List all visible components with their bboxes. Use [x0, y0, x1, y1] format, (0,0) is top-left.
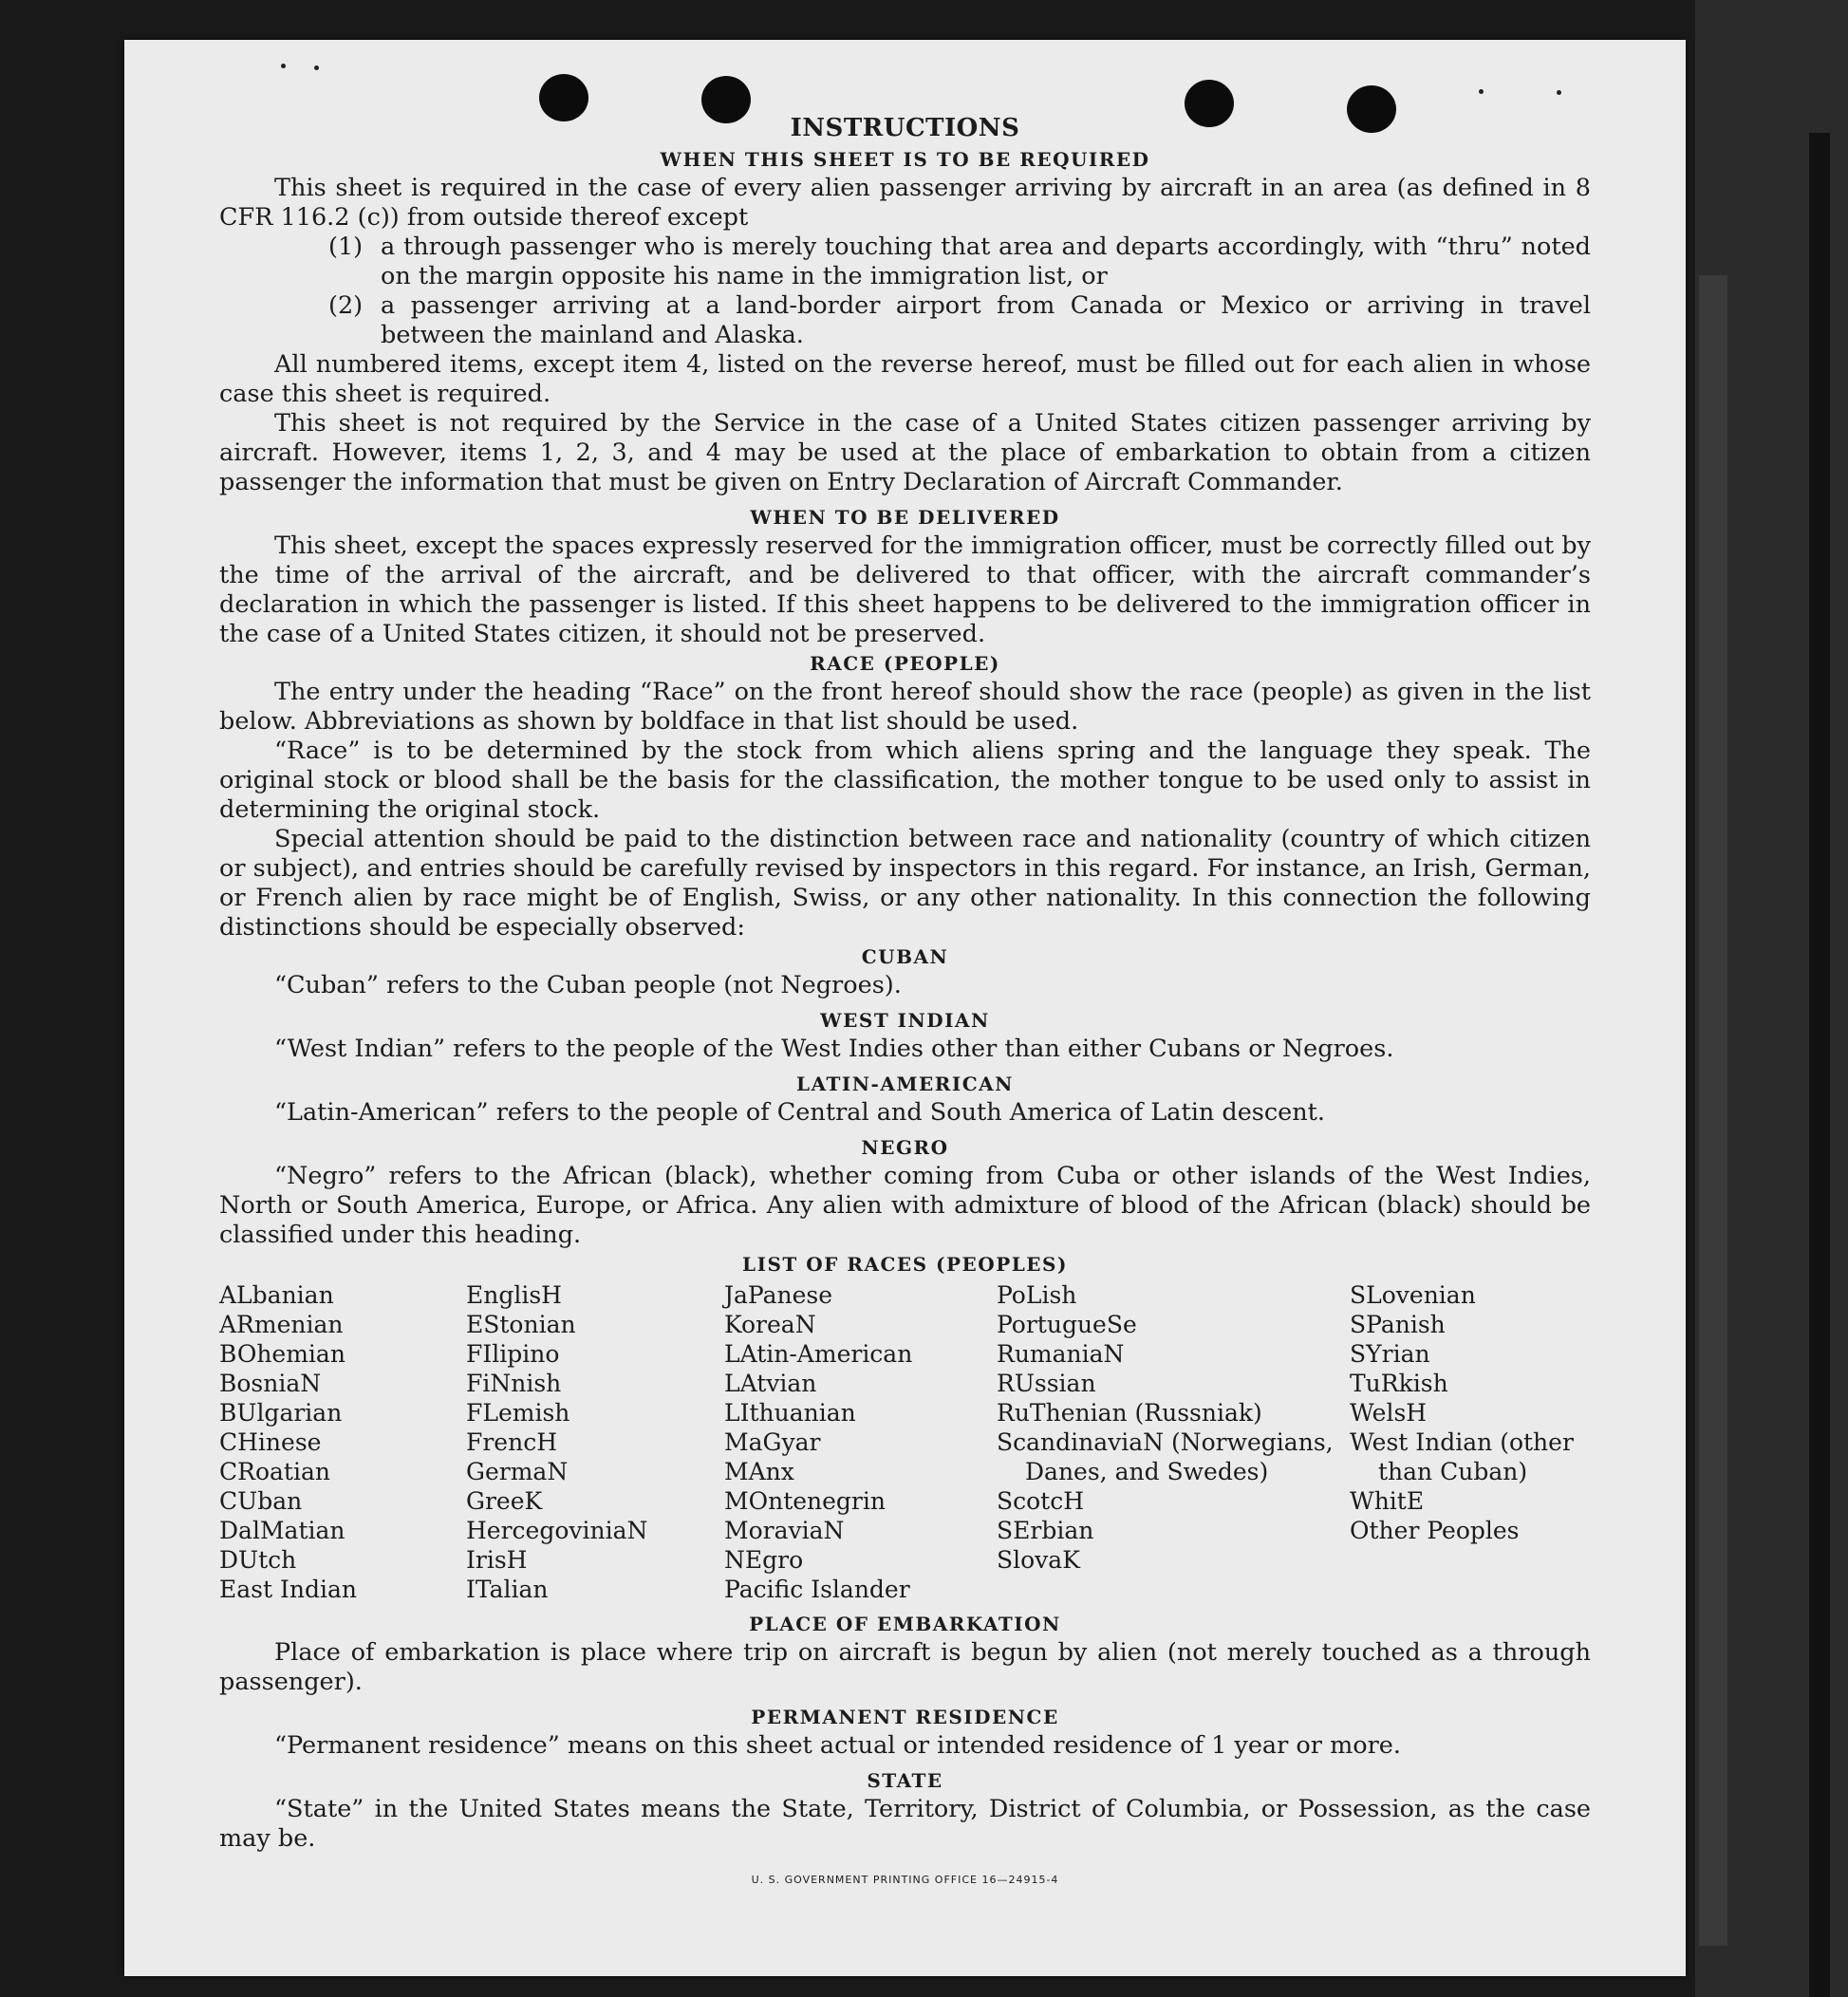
race-column [1350, 1280, 1591, 1604]
scanner-background-right [1695, 0, 1848, 1997]
scanner-light-strip [1699, 275, 1727, 1946]
race-entry: MAnx [724, 1458, 794, 1485]
state-text: “State” in the United States means the State, Territory, District of Columbia, or Possession, as the case may be. [219, 1795, 1591, 1853]
race-entry: GreeK [466, 1487, 543, 1515]
race-entry: MOntenegrin [724, 1487, 886, 1515]
race-entry: SlovaK [997, 1546, 1080, 1574]
speck-icon [314, 65, 319, 70]
race-entry: SErbian [997, 1517, 1094, 1544]
race-column [466, 1280, 724, 1604]
race-entry: GermaN [466, 1458, 569, 1485]
race-entry: BUlgarian [219, 1399, 343, 1427]
race-entry: DUtch [219, 1546, 297, 1574]
race-entry: TuRkish [1350, 1370, 1448, 1397]
when-required-para3: This sheet is not required by the Service in the case of a United States citizen passenger arriving by aircraft. However, items 1, 2, 3, and 4 may be used at the place of embarkation to obtain from a citizen passenger the information that must be given on Entry Declaration of Aircraft Commander. [219, 409, 1591, 496]
exception-list [328, 233, 1591, 350]
list-item [328, 291, 1591, 350]
heading-latin-american: LATIN-AMERICAN [796, 1073, 1014, 1095]
race-entry: CHinese [219, 1428, 322, 1456]
heading-west-indian: WEST INDIAN [820, 1009, 990, 1032]
race-entry: SYrian [1350, 1340, 1430, 1368]
document-sheet [124, 40, 1686, 1976]
race-entry: MoraviaN [724, 1517, 845, 1544]
race-entry: CRoatian [219, 1458, 330, 1485]
race-entry: West Indian (other than Cuban) [1350, 1428, 1574, 1485]
race-list [219, 1280, 1591, 1604]
heading-negro: NEGRO [861, 1136, 949, 1159]
item-number: (1) [328, 233, 364, 261]
race-para3: Special attention should be paid to the distinction between race and nationality (country of which citizen or subject), and entries should be carefully revised by inspectors in this regard. For instance, an Irish, German, or French alien by race might be of English, Swiss, or any other nationality. In this connection the following distinctions should be especially observed: [219, 825, 1591, 942]
race-column [724, 1280, 997, 1604]
race-entry: FLemish [466, 1399, 570, 1427]
race-entry: East Indian [219, 1576, 357, 1603]
residence-text: “Permanent residence” means on this sheet actual or intended residence of 1 year or more. [274, 1731, 1401, 1760]
race-entry: BOhemian [219, 1340, 345, 1368]
speck-icon [1479, 89, 1484, 94]
race-entry: ScandinaviaN (Norwegians, Danes, and Swedes) [997, 1428, 1334, 1485]
race-entry: EStonian [466, 1311, 576, 1338]
race-entry: Pacific Islander [724, 1576, 910, 1603]
race-column [219, 1280, 466, 1604]
race-entry: RumaniaN [997, 1340, 1125, 1368]
item-text: a passenger arriving at a land-border airport from Canada or Mexico or arriving in travel between the mainland and Alaska. [381, 291, 1591, 349]
race-entry: LAtin-American [724, 1340, 913, 1368]
race-entry: CUban [219, 1487, 303, 1515]
heading-when-delivered: WHEN TO BE DELIVERED [750, 506, 1060, 529]
race-entry: FrencH [466, 1428, 557, 1456]
race-entry: FIlipino [466, 1340, 560, 1368]
when-required-para2: All numbered items, except item 4, listed on the reverse hereof, must be filled out for each alien in whose case this sheet is required. [219, 350, 1591, 408]
race-para1: The entry under the heading “Race” on the front hereof should show the race (people) as given in the list below. Abbreviations as shown by boldface in that list should be used. [219, 678, 1591, 736]
heading-when-required: WHEN THIS SHEET IS TO BE REQUIRED [660, 148, 1150, 171]
heading-list-of-races: LIST OF RACES (PEOPLES) [742, 1253, 1068, 1276]
race-entry: ITalian [466, 1576, 549, 1603]
list-item [328, 233, 1591, 291]
heading-embarkation: PLACE OF EMBARKATION [749, 1613, 1061, 1635]
page-title: INSTRUCTIONS [790, 114, 1020, 142]
cuban-text: “Cuban” refers to the Cuban people (not Negroes). [274, 971, 902, 999]
race-entry: SLovenian [1350, 1281, 1476, 1309]
race-entry: EnglisH [466, 1281, 562, 1309]
race-entry: WelsH [1350, 1399, 1428, 1427]
item-number: (2) [328, 291, 364, 320]
race-entry: ALbanian [219, 1281, 334, 1309]
instructions-content [219, 111, 1591, 1894]
race-entry: ARmenian [219, 1311, 344, 1338]
race-entry: RuThenian (Russniak) [997, 1399, 1262, 1427]
latin-american-text: “Latin-American” refers to the people of Central and South America of Latin descent. [274, 1098, 1326, 1127]
west-indian-text: “West Indian” refers to the people of the West Indies other than either Cubans or Negroes. [274, 1035, 1394, 1063]
item-text: a through passenger who is merely touching that area and departs accordingly, with “thru” noted on the margin opposite his name in the immigration list, or [381, 233, 1591, 290]
race-entry: PoLish [997, 1281, 1077, 1309]
race-entry: RUssian [997, 1370, 1096, 1397]
race-entry: DalMatian [219, 1517, 345, 1544]
race-entry: ScotcH [997, 1487, 1085, 1515]
race-column [997, 1280, 1350, 1604]
heading-race: RACE (PEOPLE) [810, 652, 1000, 675]
race-entry: JaPanese [724, 1281, 833, 1309]
when-delivered-text: This sheet, except the spaces expressly reserved for the immigration officer, must be correctly filled out by the time of the arrival of the aircraft, and be delivered to that officer, with the aircraft commander’s declaration in which the passenger is listed. If this sheet happens to be delivered to the immigration officer in the case of a United States citizen, it should not be preserved. [219, 532, 1591, 648]
race-entry: FiNnish [466, 1370, 562, 1397]
speck-icon [281, 64, 286, 68]
race-entry: NEgro [724, 1546, 804, 1574]
speck-icon [1557, 90, 1561, 95]
race-entry: LAtvian [724, 1370, 817, 1397]
heading-state: STATE [867, 1769, 943, 1792]
race-entry: HercegoviniaN [466, 1517, 648, 1544]
printing-office-footer: U. S. GOVERNMENT PRINTING OFFICE 16—24915-4 [751, 1874, 1059, 1886]
race-entry: KoreaN [724, 1311, 816, 1338]
race-para2: “Race” is to be determined by the stock from which aliens spring and the language they speak. The original stock or blood shall be the basis for the classification, the mother tongue to be used only to assist in determining the original stock. [219, 737, 1591, 824]
race-entry: MaGyar [724, 1428, 821, 1456]
race-entry: WhitE [1350, 1487, 1425, 1515]
when-required-intro: This sheet is required in the case of every alien passenger arriving by aircraft in an area (as defined in 8 CFR 116.2 (c)) from outside thereof except [219, 174, 1591, 232]
race-entry: LIthuanian [724, 1399, 856, 1427]
embarkation-text: Place of embarkation is place where trip on aircraft is begun by alien (not merely touched as a through passenger). [219, 1638, 1591, 1696]
heading-cuban: CUBAN [861, 945, 949, 968]
race-entry: SPanish [1350, 1311, 1446, 1338]
negro-text: “Negro” refers to the African (black), whether coming from Cuba or other islands of the West Indies, North or South America, Europe, or Africa. Any alien with admixture of blood of the African (black) should be classified under this heading. [219, 1162, 1591, 1249]
race-entry: BosniaN [219, 1370, 322, 1397]
scanner-dark-edge [1809, 133, 1830, 1997]
race-entry: IrisH [466, 1546, 528, 1574]
heading-permanent-residence: PERMANENT RESIDENCE [751, 1706, 1059, 1728]
race-entry: Other Peoples [1350, 1517, 1520, 1544]
race-entry: PortugueSe [997, 1311, 1137, 1338]
